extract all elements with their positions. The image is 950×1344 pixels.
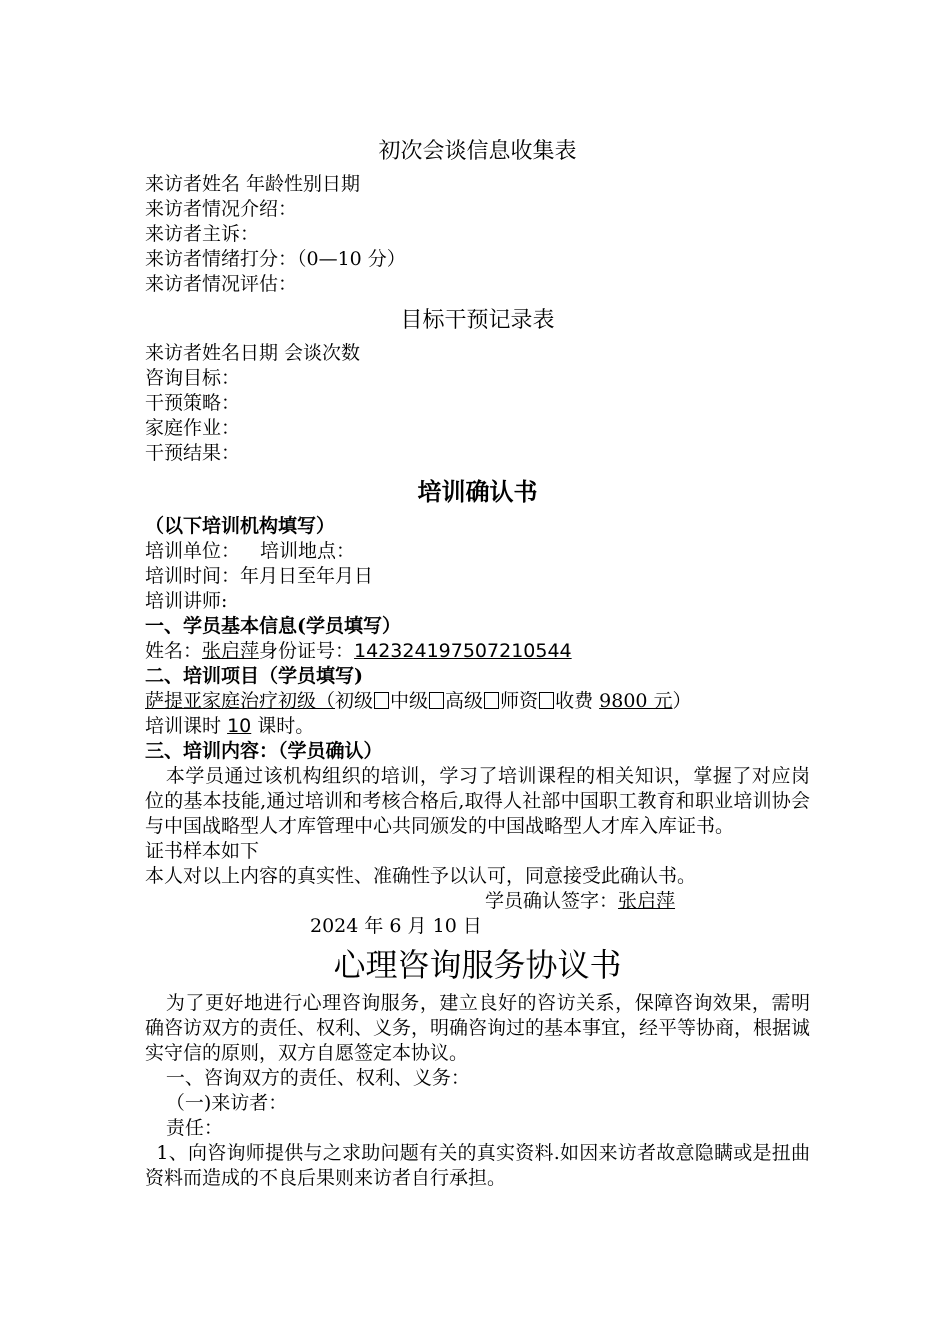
name-label: 姓名：: [145, 640, 203, 662]
date-line: 2024 年 6 月 10 日: [310, 915, 482, 937]
form1-line4: 来访者情绪打分：（0—10 分）: [145, 248, 406, 270]
form1-line1: 来访者姓名 年龄性别日期: [145, 173, 361, 195]
unit-place-line: [145, 539, 810, 564]
sign-label: 学员确认签字：: [485, 890, 619, 912]
form2-line1: 来访者姓名日期 会谈次数: [145, 342, 361, 364]
fee-value: 9800 元: [599, 690, 673, 712]
time-line: 培训时间：年月日至年月日: [145, 565, 374, 587]
form2-line3: 干预策略：: [145, 392, 241, 414]
checkbox-high[interactable]: [484, 692, 499, 709]
hours-prefix: 培训课时: [145, 715, 222, 737]
checkbox-primary[interactable]: [374, 692, 389, 709]
id-label: 身份证号：: [259, 640, 355, 662]
document-page: [145, 130, 810, 1191]
id-value: 142324197507210544: [354, 640, 572, 662]
section-3-heading: 三、培训内容：（学员确认）: [145, 740, 383, 762]
project-value: 萨提亚家庭治疗初级（: [145, 690, 336, 712]
hours-value: 10: [227, 715, 252, 737]
form1-line5: 来访者情况评估：: [145, 273, 298, 295]
agree-line: 本人对以上内容的真实性、准确性予以认可，同意接受此确认书。: [145, 865, 697, 887]
checkbox-teacher[interactable]: [539, 692, 554, 709]
form1-line3: 来访者主诉：: [145, 223, 260, 245]
org-note: （以下培训机构填写）: [145, 515, 336, 537]
level-high: 高级: [445, 690, 484, 712]
fee-label: 收费: [555, 690, 594, 712]
agreement-section-1: 一、咨询双方的责任、权利、义务：: [165, 1067, 470, 1089]
content-paragraph: 本学员通过该机构组织的培训，学习了培训课程的相关知识，掌握了对应岗位的基本技能,通过培训和考核合格后,取得人社部中国职工教育和职业培训协会与中国战略型人才库管理中心共同颁发的中国战略型人才库入库证书。: [145, 765, 810, 837]
unit-label: 培训单位：: [145, 540, 241, 562]
section-1-heading: 一、学员基本信息(学员填写）: [145, 615, 401, 637]
agreement-section-visitor: （一)来访者：: [165, 1092, 288, 1114]
teacher-label: 培训讲师:: [145, 590, 228, 612]
agreement-item-1: 1、向咨询师提供与之求助问题有关的真实资料.如因来访者故意隐瞒或是扭曲资料而造成的不良后果则来访者自行承担。: [145, 1142, 810, 1189]
form1-title: 初次会谈信息收集表: [378, 139, 577, 164]
form1-line2: 来访者情况介绍：: [145, 198, 298, 220]
level-teacher: 师资: [500, 690, 539, 712]
checkbox-mid[interactable]: [429, 692, 444, 709]
hours-line: [145, 714, 810, 739]
form2-line4: 家庭作业：: [145, 417, 241, 439]
close-paren: ）: [672, 690, 692, 712]
form2-line5: 干预结果：: [145, 442, 241, 464]
form4-title: 心理咨询服务协议书: [333, 946, 622, 984]
place-label: 培训地点：: [260, 540, 356, 562]
hours-suffix: 课时。: [257, 715, 315, 737]
agreement-responsibility: 责任：: [165, 1117, 223, 1139]
level-mid: 中级: [390, 690, 429, 712]
section-2-heading: 二、培训项目（学员填写): [145, 665, 363, 687]
form3-title: 培训确认书: [417, 477, 538, 506]
level-primary: 初级: [335, 690, 374, 712]
project-line: [145, 689, 810, 714]
name-id-line: [145, 639, 810, 664]
form2-line2: 咨询目标：: [145, 367, 241, 389]
intro-paragraph: 为了更好地进行心理咨询服务，建立良好的咨访关系，保障咨询效果，需明确咨访双方的责任、权利、义务，明确咨询过的基本事宜，经平等协商，根据诚实守信的原则，双方自愿签定本协议。: [145, 992, 811, 1064]
form2-title: 目标干预记录表: [400, 308, 555, 333]
signature-line: [145, 889, 810, 914]
name-value: 张启萍: [202, 640, 260, 662]
sign-value: 张启萍: [618, 890, 676, 912]
sample-line: 证书样本如下: [145, 840, 260, 862]
